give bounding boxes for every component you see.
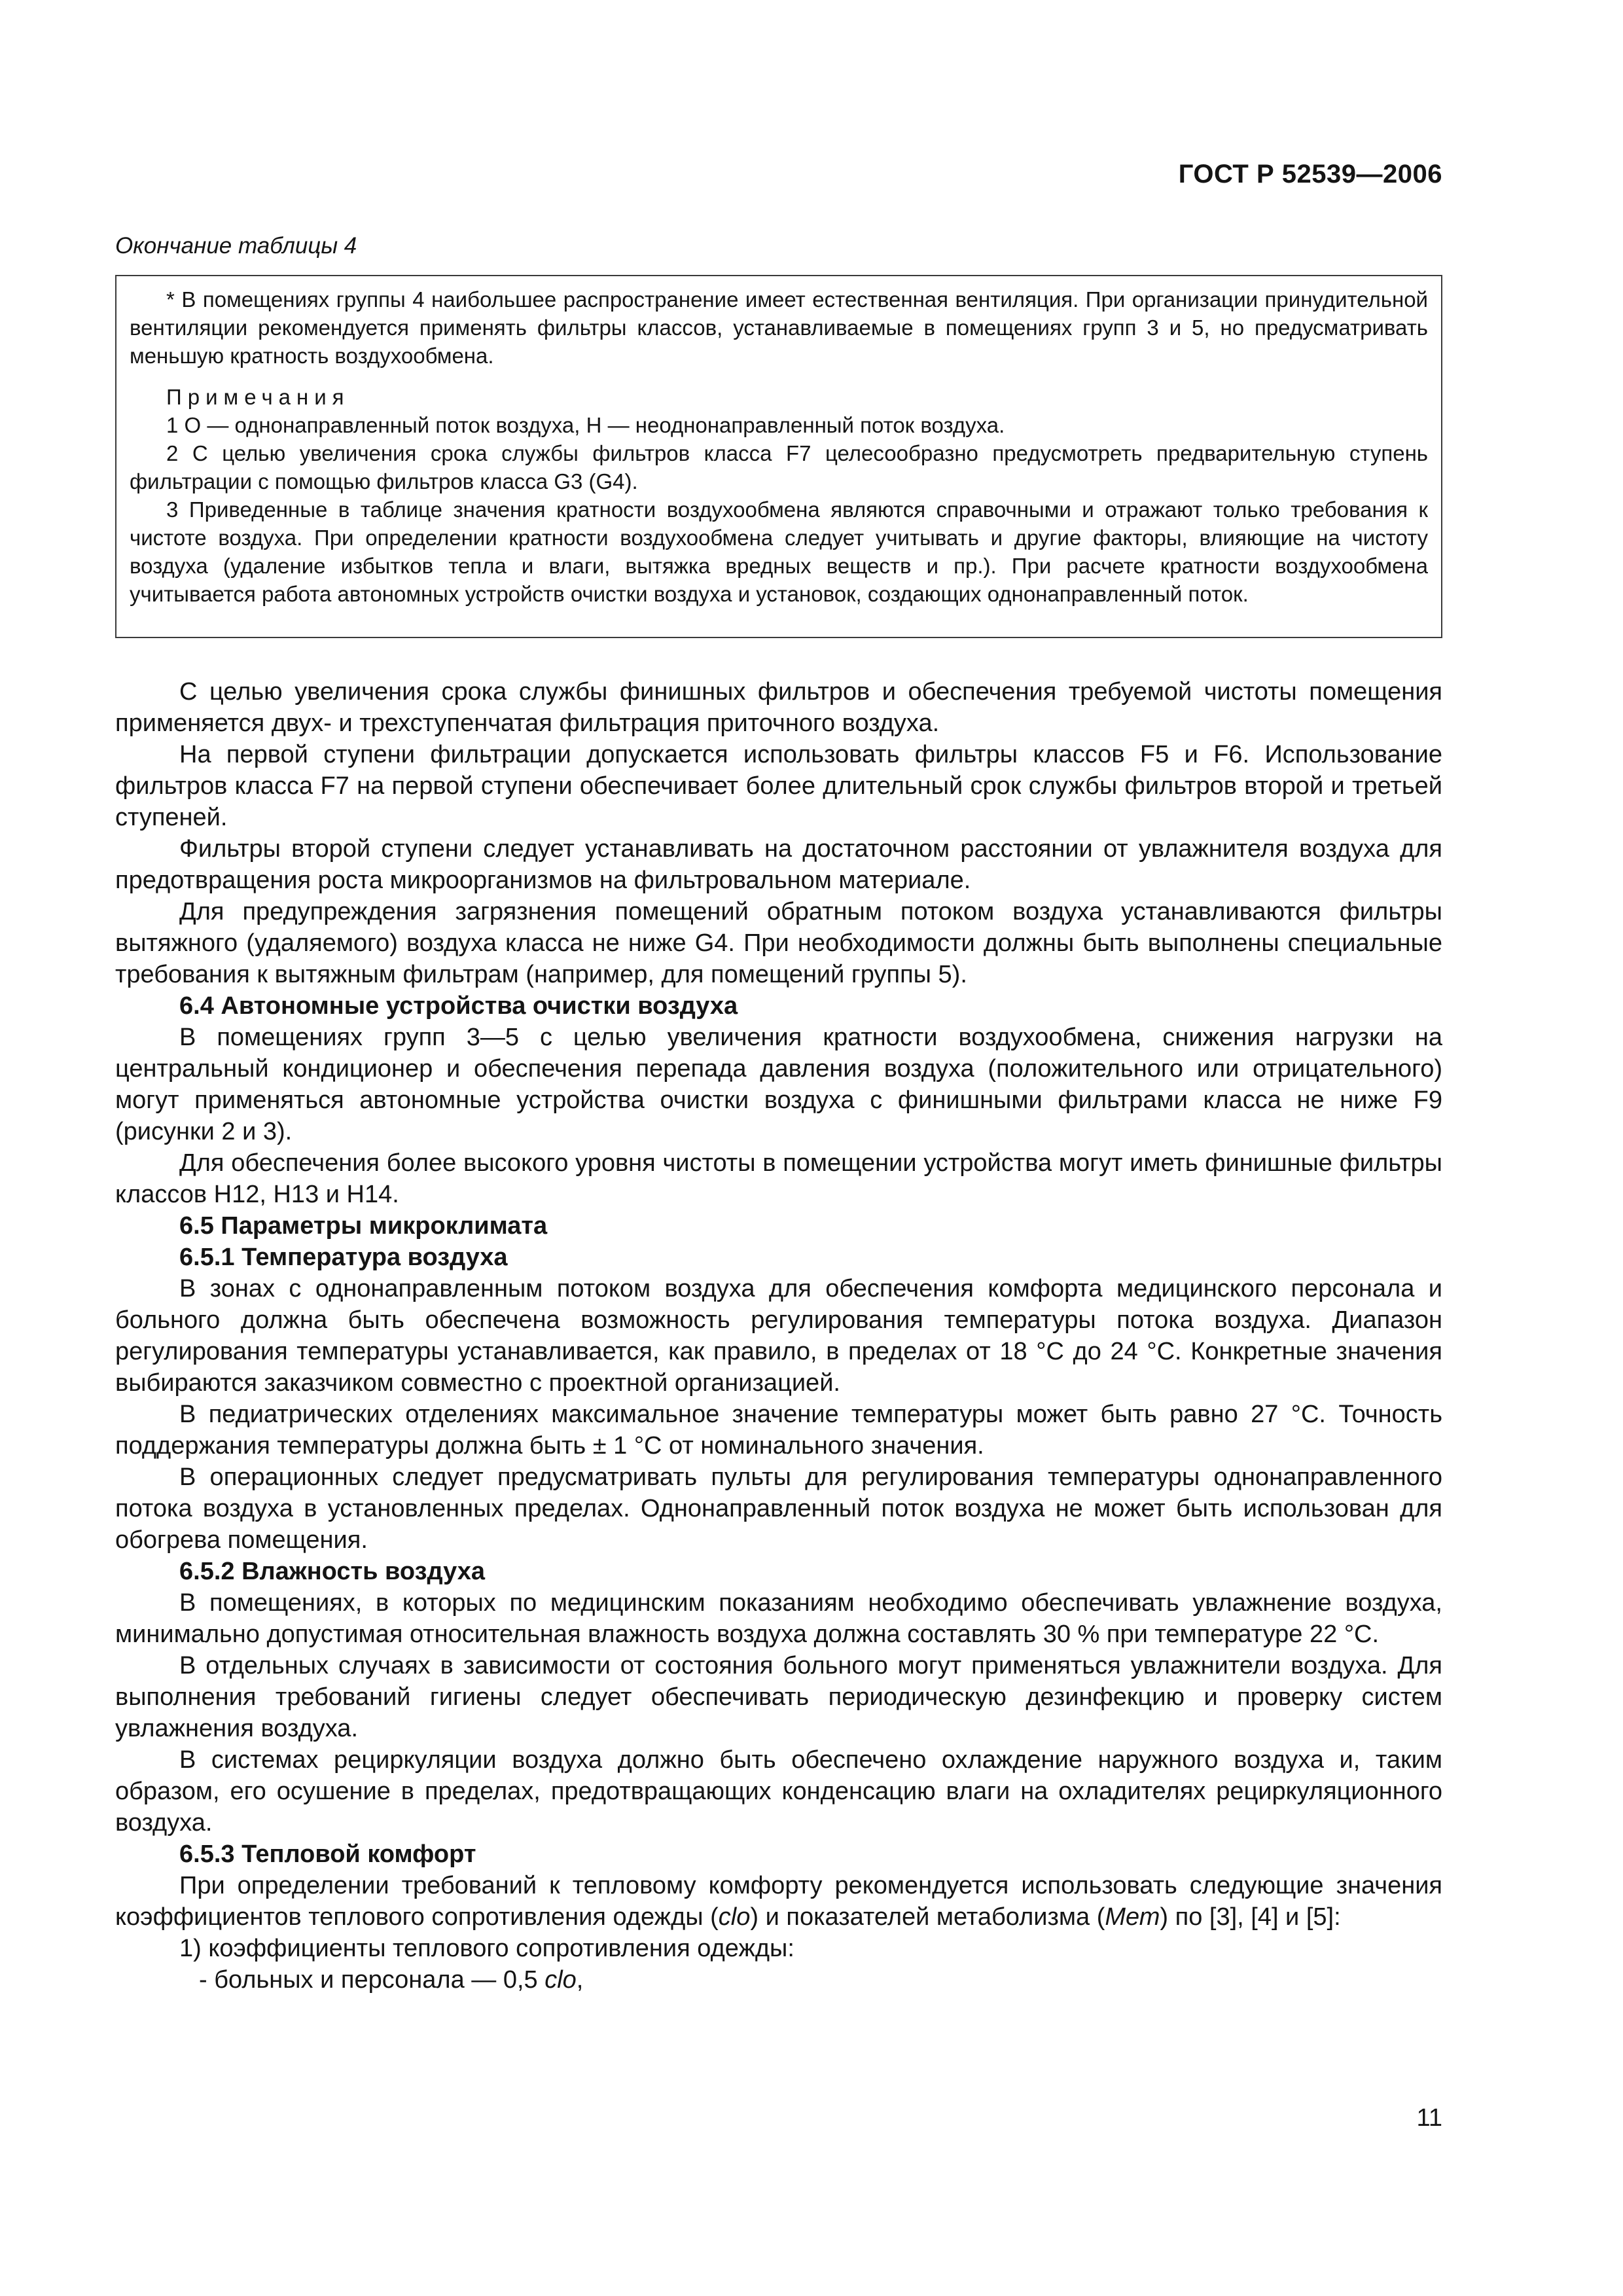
list-subitem	[115, 1964, 1442, 1996]
paragraph: Для обеспечения более высокого уровня чистоты в помещении устройства могут иметь финишные фильтры классов Н12, Н13 и Н14.	[115, 1149, 1442, 1208]
paragraph: В помещениях, в которых по медицинским показаниям необходимо обеспечивать увлажнение воздуха, минимально допустимая относительная влажность воздуха должна составлять 30 % при температуре 22 °С.	[115, 1589, 1442, 1648]
text-run: При определении требований к тепловому комфорту рекомендуется использовать следующие значения коэффициентов теплового сопротивления одежды (	[115, 1872, 1442, 1931]
table-footnote: * В помещениях группы 4 наибольшее распространение имеет естественная вентиляция. При организации принудительной вентиляции рекомендуется применять фильтры классов, устанавливаемые в помещениях групп 3 и 5, но предусматривать меньшую кратность воздухообмена.	[130, 287, 1428, 368]
note-3: 3 Приведенные в таблице значения кратности воздухообмена являются справочными и отражают только требования к чистоте воздуха. При определении кратности воздухообмена следует учитывать и другие факторы, влияющие на чистоту воздуха (удаление избытков тепла и влаги, вытяжка вредных веществ и пр.). При расчете кратности воздухообмена учитывается работа автономных устройств очистки воздуха и установок, создающих однонаправленный поток.	[130, 497, 1428, 606]
note-2: 2 С целью увеличения срока службы фильтров класса F7 целесообразно предусмотреть предварительную ступень фильтрации с помощью фильтров класса G3 (G4).	[130, 441, 1428, 493]
section-heading-6-5: 6.5 Параметры микроклимата	[179, 1212, 548, 1240]
paragraph: В системах рециркуляции воздуха должно быть обеспечено охлаждение наружного воздуха и, таким образом, его осушение в пределах, предотвращающих конденсацию влаги на охладителях рециркуляционного воздуха.	[115, 1746, 1442, 1837]
section-heading-6-5-2: 6.5.2 Влажность воздуха	[179, 1558, 485, 1585]
paragraph: На первой ступени фильтрации допускается использовать фильтры классов F5 и F6. Использование фильтров класса F7 на первой ступени обеспечивает более длительный срок службы фильтров второй и третьей ступеней.	[115, 741, 1442, 831]
paragraph: В отдельных случаях в зависимости от состояния больного могут применяться увлажнители воздуха. Для выполнения требований гигиены следует обеспечивать периодическую дезинфекцию и проверку систем увлажнения воздуха.	[115, 1652, 1442, 1742]
text-run: - больных и персонала — 0,5	[199, 1966, 545, 1994]
notes-heading: Примечания	[166, 385, 350, 409]
paragraph: В зонах с однонаправленным потоком воздуха для обеспечения комфорта медицинского персонала и больного должна быть обеспечена возможность регулирования температуры потока воздуха. Диапазон регулирования температуры устанавливается, как правило, в пределах от 18 °С до 24 °С. Конкретные значения выбираются заказчиком совместно с проектной организацией.	[115, 1275, 1442, 1397]
document-code: ГОСТ Р 52539—2006	[1178, 160, 1442, 188]
text-run: ) по [3], [4] и [5]:	[1160, 1903, 1341, 1931]
text-run: ) и показателей метаболизма (	[750, 1903, 1105, 1931]
paragraph	[115, 1870, 1442, 1933]
unit-clo: clo	[544, 1966, 577, 1994]
table-continuation-caption: Окончание таблицы 4	[115, 233, 357, 259]
paragraph: Для предупреждения загрязнения помещений обратным потоком воздуха устанавливаются фильтры вытяжного (удаляемого) воздуха класса не ниже G4. При необходимости должны быть выполнены специальные требования к вытяжным фильтрам (например, для помещений группы 5).	[115, 898, 1442, 988]
paragraph: В педиатрических отделениях максимальное значение температуры может быть равно 27 °С. Точность поддержания температуры должна быть ± 1 °С от номинального значения.	[115, 1401, 1442, 1460]
paragraph: Фильтры второй ступени следует устанавливать на достаточном расстоянии от увлажнителя воздуха для предотвращения роста микроорганизмов на фильтровальном материале.	[115, 835, 1442, 894]
note-1: 1 О — однонаправленный поток воздуха, Н — неоднонаправленный поток воздуха.	[166, 413, 1005, 437]
list-item: 1) коэффициенты теплового сопротивления одежды:	[179, 1935, 794, 1962]
page-number: 11	[1416, 2104, 1442, 2132]
section-heading-6-4: 6.4 Автономные устройства очистки воздуха	[179, 992, 738, 1020]
text-run: ,	[576, 1966, 584, 1994]
unit-met: Мет	[1105, 1903, 1160, 1931]
section-heading-6-5-3: 6.5.3 Тепловой комфорт	[179, 1840, 476, 1868]
body-text	[115, 676, 1442, 1996]
paragraph: В помещениях групп 3—5 с целью увеличения кратности воздухообмена, снижения нагрузки на центральный кондиционер и обеспечения перепада давления воздуха (положительного или отрицательного) могут применяться автономные устройства очистки воздуха с финишными фильтрами класса не ниже F9 (рисунки 2 и 3).	[115, 1024, 1442, 1145]
paragraph: С целью увеличения срока службы финишных фильтров и обеспечения требуемой чистоты помещения применяется двух- и трехступенчатая фильтрация приточного воздуха.	[115, 678, 1442, 737]
section-heading-6-5-1: 6.5.1 Температура воздуха	[179, 1244, 508, 1271]
spacer	[130, 370, 1428, 383]
table-notes-box	[115, 275, 1442, 638]
unit-clo: clo	[718, 1903, 751, 1931]
paragraph: В операционных следует предусматривать пульты для регулирования температуры однонаправленного потока воздуха в установленных пределах. Однонаправленный поток воздуха не может быть использован для обогрева помещения.	[115, 1463, 1442, 1554]
